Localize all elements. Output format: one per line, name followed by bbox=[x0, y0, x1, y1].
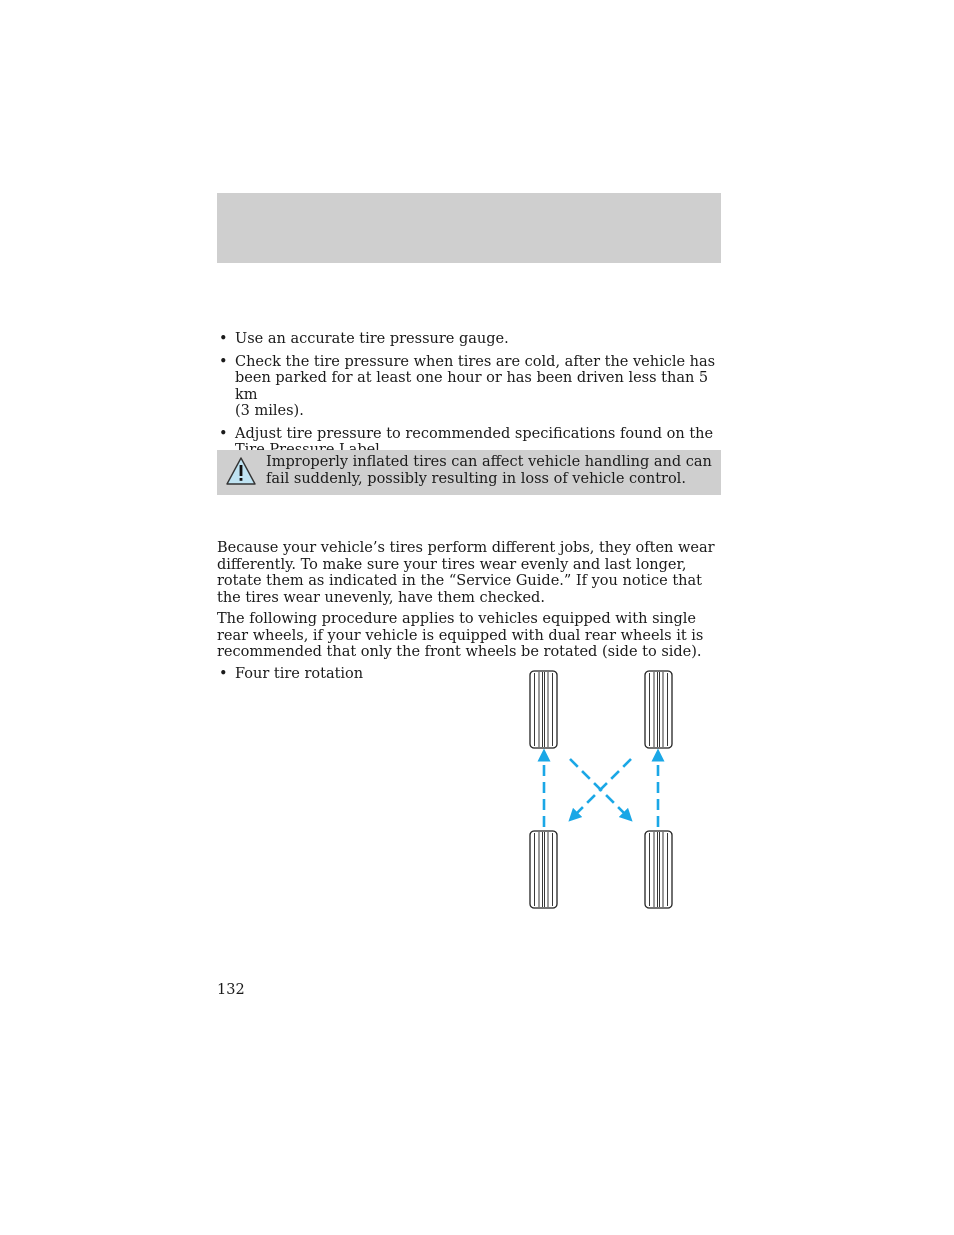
tire-rear-left-icon bbox=[530, 831, 557, 908]
warning-triangle-icon bbox=[225, 456, 257, 486]
list-item bbox=[217, 354, 721, 420]
bullet-text: Use an accurate tire pressure gauge. bbox=[235, 331, 509, 347]
bullet-text: Check the tire pressure when tires are cold, after the vehicle has been parked for at least one hour or has been driven less than 5 km (3 miles). bbox=[235, 353, 716, 419]
page-number: 132 bbox=[217, 982, 245, 998]
warning-text: Improperly inflated tires can affect vehicle handling and can fail suddenly, possibly resulting in loss of vehicle control. bbox=[266, 454, 712, 487]
tire-front-left-icon bbox=[530, 671, 557, 748]
arrow-front-right-to-rear-left bbox=[573, 759, 631, 817]
list-item bbox=[217, 331, 721, 348]
bullet-text: Adjust tire pressure to recommended specifications found on the bbox=[235, 425, 714, 442]
rotation-paragraph-2: The following procedure applies to vehicles equipped with single rear wheels, if your vehicle is equipped with dual rear wheels it is recommended that only the front wheels be rotated (side to side). bbox=[217, 611, 704, 660]
bullet-dot: • bbox=[219, 666, 228, 682]
bullet-dot: • bbox=[219, 425, 228, 442]
section-header-band bbox=[217, 193, 721, 263]
bullet-text: Four tire rotation bbox=[235, 666, 364, 682]
tire-rotation-diagram bbox=[520, 665, 685, 915]
warning-box bbox=[217, 450, 721, 495]
bullet-dot: • bbox=[219, 353, 228, 370]
tire-front-right-icon bbox=[645, 671, 672, 748]
arrow-front-left-to-rear-right bbox=[570, 759, 628, 817]
bullet-dot: • bbox=[219, 331, 228, 347]
tire-rear-right-icon bbox=[645, 831, 672, 908]
rotation-paragraph-1: Because your vehicle’s tires perform different jobs, they often wear differently. To make sure your tires wear evenly and last longer, rotate them as indicated in the “Service Guide.” If you notice that the tires wear unevenly, have them checked. bbox=[217, 540, 715, 606]
pressure-check-list bbox=[217, 331, 721, 465]
